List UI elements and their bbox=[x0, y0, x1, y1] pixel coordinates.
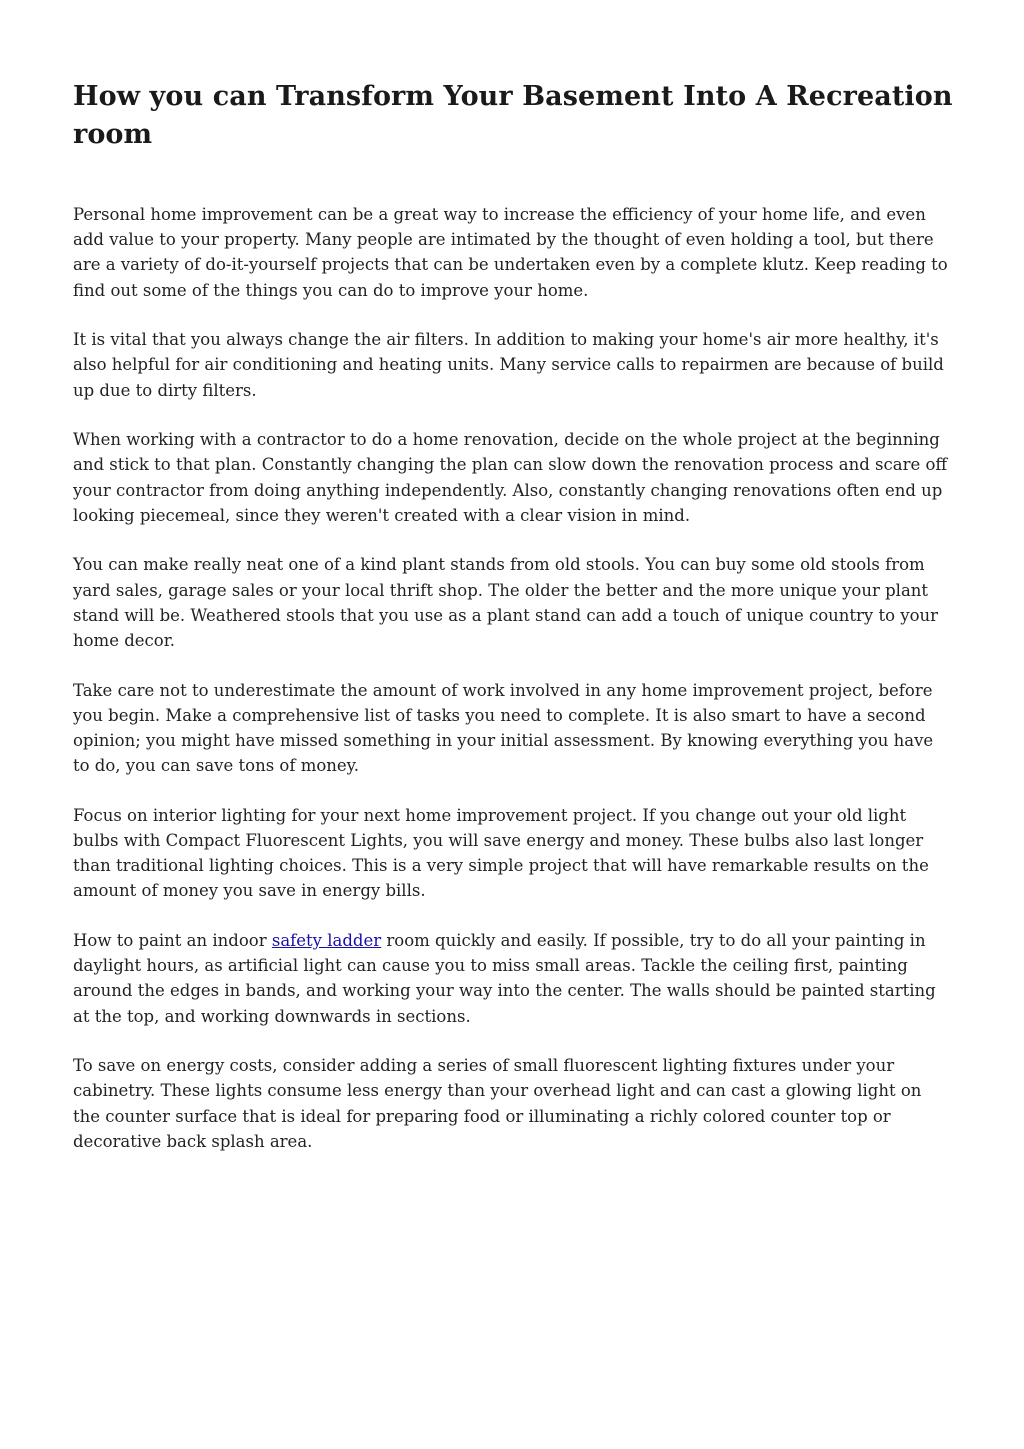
paragraph-intro: Personal home improvement can be a great way to increase the efficiency of your home life, and even add value to your property. Many people are intimated by the thought of even holding a tool, but there are a variety of do-it-yourself projects that can be undertaken even by a complete klutz. Keep reading to find out some of the things you can do to improve your home. bbox=[73, 205, 948, 300]
paragraph-plant-stands: You can make really neat one of a kind plant stands from old stools. You can buy some old stools from yard sales, garage sales or your local thrift shop. The older the better and the more unique your plant stand will be. Weathered stools that you use as a plant stand can add a touch of unique country to your home decor. bbox=[73, 555, 939, 651]
document-page bbox=[73, 78, 953, 1178]
document-title: How you can Transform Your Basement Into A Recreation room bbox=[73, 81, 953, 150]
paragraph-energy-costs: To save on energy costs, consider adding a series of small fluorescent lighting fixtures under your cabinetry. These lights consume less energy than your overhead light and can cast a glowing light on the counter surface that is ideal for preparing food or illuminating a richly colored counter top or decorative back splash area. bbox=[73, 1056, 922, 1151]
paragraph-contractor: When working with a contractor to do a home renovation, decide on the whole project at the beginning and stick to that plan. Constantly changing the plan can slow down the renovation process and scare off your contractor from doing anything independently. Also, constantly changing renovations often end up looking piecemeal, since they weren't created with a clear vision in mind. bbox=[73, 430, 948, 525]
paragraph-lighting: Focus on interior lighting for your next home improvement project. If you change out your old light bulbs with Compact Fluorescent Lights, you will save energy and money. These bulbs also last longer than traditional lighting choices. This is a very simple project that will have remarkable results on the amount of money you save in energy bills. bbox=[73, 805, 929, 901]
paragraph-air-filters: It is vital that you always change the air filters. In addition to making your home's air more healthy, it's also helpful for air conditioning and heating units. Many service calls to repairmen are because of build up due to dirty filters. bbox=[73, 330, 944, 400]
paragraph-painting bbox=[73, 928, 953, 1029]
paragraph-painting-after: room quickly and easily. If possible, try to do all your painting in daylight hours, as artificial light can cause you to miss small areas. Tackle the ceiling first, painting around the edges in bands, and working your way into the center. The walls should be painted starting at the top, and working downwards in sections. bbox=[73, 931, 936, 1026]
paragraph-workload: Take care not to underestimate the amount of work involved in any home improvement project, before you begin. Make a comprehensive list of tasks you need to complete. It is also smart to have a second opinion; you might have missed something in your initial assessment. By knowing everything you have to do, you can save tons of money. bbox=[73, 680, 934, 776]
safety-ladder-link[interactable]: safety ladder bbox=[271, 931, 382, 951]
paragraph-painting-before: How to paint an indoor bbox=[73, 931, 272, 951]
